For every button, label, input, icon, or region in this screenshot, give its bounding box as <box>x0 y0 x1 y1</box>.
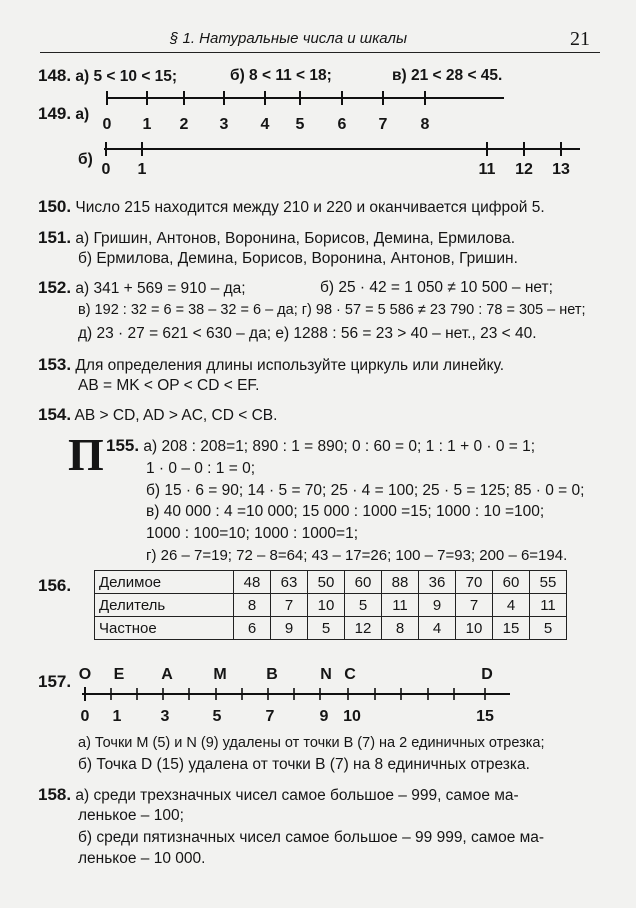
tick-label: 1 <box>142 116 152 133</box>
answer-ef: д) 23 · 27 = 621 < 630 – да; е) 1288 : 56 = 23 > 40 – нет., 23 < 40. <box>78 325 537 342</box>
problem-number: 150. <box>38 197 72 216</box>
tick-label: 5 <box>212 708 222 725</box>
table-cell: 55 <box>530 571 567 594</box>
answer-b: б) 25 · 42 = 1 050 ≠ 10 500 – нет; <box>320 279 553 296</box>
answer-text: Для определения длины используйте циркуль или линейку. <box>75 357 505 374</box>
table-cell: 9 <box>271 617 308 640</box>
answer-b-cont: ленькое – 10 000. <box>78 850 206 867</box>
number-line-149b <box>98 139 588 159</box>
problem-156 <box>38 576 71 596</box>
table-cell: 11 <box>382 594 419 617</box>
table-cell: 5 <box>308 617 345 640</box>
table-cell: 50 <box>308 571 345 594</box>
tick-label: 6 <box>337 116 347 133</box>
tick-label: 13 <box>552 161 570 178</box>
answer-text-2: AB = MK < OP < CD < EF. <box>78 377 260 394</box>
answer-c: в) 40 000 : 4 =10 000; 15 000 : 1000 =15; 1000 : 10 =100; <box>146 503 545 520</box>
division-table <box>94 570 567 640</box>
problem-158 <box>38 785 519 805</box>
point-letter: A <box>161 666 173 683</box>
answer-a: а) Точки M (5) и N (9) удалены от точки B (7) на 2 единичных отрезка; <box>78 735 545 751</box>
tick-label: 1 <box>112 708 122 725</box>
problem-number: 151. <box>38 228 72 247</box>
table-cell: 60 <box>493 571 530 594</box>
row-header: Частное <box>95 617 234 640</box>
table-cell: 8 <box>382 617 419 640</box>
problem-149 <box>38 104 89 124</box>
problem-number: 157. <box>38 672 72 691</box>
answer-b: б) среди пятизначных чисел самое большое – 99 999, самое ма- <box>78 829 545 846</box>
answer-c-cont: 1000 : 100=10; 1000 : 1000=1; <box>146 525 359 542</box>
row-header: Делимое <box>95 571 234 594</box>
problem-number: 156. <box>38 576 72 595</box>
problem-number: 148. <box>38 66 72 85</box>
problem-number: 158. <box>38 785 72 804</box>
problem-number: 149. <box>38 104 72 123</box>
answer-text: Число 215 находится между 210 и 220 и оканчивается цифрой 5. <box>75 199 545 216</box>
tick-label: 1 <box>137 161 147 178</box>
table-cell: 5 <box>345 594 382 617</box>
table-cell: 88 <box>382 571 419 594</box>
answer-b: б) Точка D (15) удалена от точки B (7) на 8 единичных отрезка. <box>78 756 530 773</box>
problem-152 <box>38 278 246 298</box>
problem-155 <box>106 436 535 456</box>
row-header: Делитель <box>95 594 234 617</box>
problem-number: 154. <box>38 405 72 424</box>
table-row <box>95 617 567 640</box>
point-letter: E <box>113 666 125 683</box>
tick-label: 3 <box>160 708 170 725</box>
tick-label: 9 <box>319 708 329 725</box>
tick-label: 3 <box>219 116 229 133</box>
answer-d: г) 26 – 7=19; 72 – 8=64; 43 – 17=26; 100 – 7=93; 200 – 6=194. <box>146 547 568 564</box>
point-letter: N <box>320 666 332 683</box>
table-cell: 6 <box>234 617 271 640</box>
table-cell: 36 <box>419 571 456 594</box>
tick-label: 8 <box>420 116 430 133</box>
tick-label: 11 <box>478 161 496 178</box>
answer-a: а) среди трехзначных чисел самое большое – 999, самое ма- <box>75 787 519 804</box>
table-cell: 10 <box>308 594 345 617</box>
problem-157 <box>38 672 71 692</box>
table-cell: 60 <box>345 571 382 594</box>
answer-cd: в) 192 : 32 = 6 = 38 – 32 = 6 – да; г) 98 · 57 = 5 586 ≠ 23 790 : 78 = 305 – нет; <box>78 302 586 318</box>
tick-label: 0 <box>101 161 111 178</box>
table-cell: 70 <box>456 571 493 594</box>
table-cell: 7 <box>271 594 308 617</box>
part-label: б) <box>78 151 93 168</box>
answer-text: AB > CD, AD > AC, CD < CB. <box>74 407 278 424</box>
problem-154 <box>38 405 277 425</box>
problem-150 <box>38 197 545 217</box>
table-cell: 7 <box>456 594 493 617</box>
answer-c: в) 21 < 28 < 45. <box>392 67 503 84</box>
table-cell: 15 <box>493 617 530 640</box>
problem-151 <box>38 228 515 248</box>
table-row <box>95 571 567 594</box>
table-row <box>95 594 567 617</box>
problem-number: 152. <box>38 278 72 297</box>
table-cell: 4 <box>493 594 530 617</box>
tick-label: 5 <box>295 116 305 133</box>
tick-label: 15 <box>476 708 494 725</box>
answer-b: б) 15 · 6 = 90; 14 · 5 = 70; 25 · 4 = 100; 25 · 5 = 125; 85 · 0 = 0; <box>146 482 585 499</box>
table-cell: 11 <box>530 594 567 617</box>
table-cell: 10 <box>456 617 493 640</box>
point-letter: C <box>344 666 356 683</box>
tick-label: 12 <box>515 161 533 178</box>
table-cell: 4 <box>419 617 456 640</box>
problem-number: 155. <box>106 436 140 455</box>
tick-label: 0 <box>102 116 112 133</box>
answer-b: б) Ермилова, Демина, Борисов, Воронина, Антонов, Гришин. <box>78 250 518 267</box>
number-line-149a <box>100 88 510 108</box>
table-cell: 63 <box>271 571 308 594</box>
table-cell: 8 <box>234 594 271 617</box>
point-letter: M <box>213 666 227 683</box>
page-number: 21 <box>570 28 590 50</box>
table-cell: 9 <box>419 594 456 617</box>
answer-a-cont: 1 · 0 – 0 : 1 = 0; <box>146 460 255 477</box>
part-label: а) <box>75 106 90 123</box>
tick-label: 10 <box>343 708 361 725</box>
advanced-marker: П <box>68 429 104 480</box>
answer-b: б) 8 < 11 < 18; <box>230 67 332 84</box>
point-letter: D <box>481 666 493 683</box>
tick-label: 2 <box>179 116 189 133</box>
problem-148 <box>38 66 177 86</box>
tick-label: 7 <box>378 116 388 133</box>
tick-label: 4 <box>260 116 270 133</box>
table-cell: 12 <box>345 617 382 640</box>
problem-number: 153. <box>38 355 72 374</box>
header-divider <box>40 52 600 53</box>
answer-a: а) Гришин, Антонов, Воронина, Борисов, Демина, Ермилова. <box>75 230 516 247</box>
answer-a: а) 341 + 569 = 910 – да; <box>75 280 246 297</box>
tick-label: 7 <box>265 708 275 725</box>
page-header-title: § 1. Натуральные числа и шкалы <box>170 30 407 47</box>
answer-a: а) 208 : 208=1; 890 : 1 = 890; 0 : 60 = 0; 1 : 1 + 0 · 0 = 1; <box>143 438 536 455</box>
number-line-157 <box>78 684 512 704</box>
answer-a-cont: ленькое – 100; <box>78 807 184 824</box>
answer-a: а) 5 < 10 < 15; <box>75 68 178 85</box>
table-cell: 48 <box>234 571 271 594</box>
point-letter: B <box>266 666 278 683</box>
tick-label: 0 <box>80 708 90 725</box>
point-letter: O <box>78 666 92 683</box>
table-cell: 5 <box>530 617 567 640</box>
problem-153 <box>38 355 504 375</box>
